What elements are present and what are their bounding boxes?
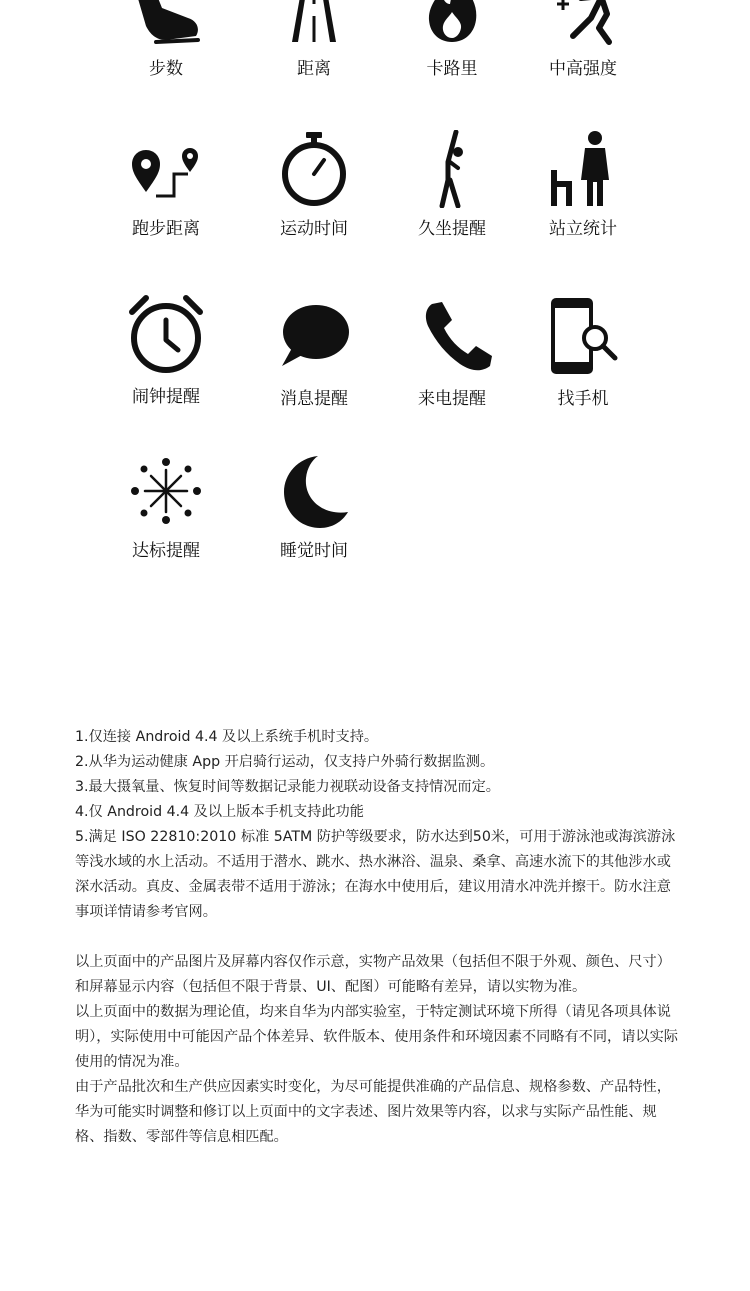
notes-section [75,725,685,1150]
phone-icon [412,296,492,378]
feature-label: 距离 [297,59,331,79]
fireworks-icon [126,456,206,530]
feature-distance [244,0,384,79]
note-item: 2.从华为运动健康 App 开启骑行运动，仅支持户外骑行数据监测。 [75,754,495,770]
standing-person-icon [543,130,623,208]
route-pin-icon [126,134,206,208]
sprinting-person-icon [543,0,623,48]
road-icon [274,0,354,48]
stopwatch-icon [274,130,354,208]
feature-find-phone [513,296,653,409]
stretching-person-icon [412,130,492,208]
feature-label: 来电提醒 [418,389,486,409]
feature-call [382,296,522,409]
feature-label: 跑步距离 [132,219,200,239]
disclaimer-item: 以上页面中的产品图片及屏幕内容仅作示意，实物产品效果（包括但不限于外观、颜色、尺寸）和屏幕显示内容（包括但不限于背景、UI、配图）可能略有差异，请以实物为准。 [75,954,671,995]
feature-run-distance [96,134,236,239]
feature-label: 卡路里 [426,59,478,79]
disclaimer-item: 由于产品批次和生产供应因素实时变化，为尽可能提供准确的产品信息、规格参数、产品特性，华为可能实时调整和修订以上页面中的文字表述、图片效果等内容，以求与实际产品性能、规格、指数、零部件等信息相匹配。 [75,1079,671,1145]
feature-intensity [513,0,653,79]
section-gap [75,925,685,950]
note-item: 5.满足 ISO 22810:2010 标准 5ATM 防护等级要求，防水达到50米，可用于游泳池或海滨游泳等浅水域的水上活动。不适用于潜水、跳水、热水淋浴、温泉、桑拿、高速水流下的其他涉水或深水活动。真皮、金属表带不适用于游泳；在海水中使用后，建议用清水冲洗并擦干。防水注意事项详情请参考官网。 [75,829,676,920]
feature-goal [96,456,236,561]
alarm-clock-icon [126,294,206,376]
chat-bubble-icon [274,296,354,378]
feature-label: 消息提醒 [280,389,348,409]
flame-icon [412,0,492,48]
feature-label: 中高强度 [549,59,617,79]
feature-label: 睡觉时间 [280,541,348,561]
phone-search-icon [543,296,623,378]
note-item: 1.仅连接 Android 4.4 及以上系统手机时支持。 [75,729,379,745]
feature-label: 运动时间 [280,219,348,239]
disclaimer-item: 以上页面中的数据为理论值，均来自华为内部实验室，于特定测试环境下所得（请见各项具体说明），实际使用中可能因产品个体差异、软件版本、使用条件和环境因素不同略有不同，请以实际使用的情况为准。 [75,1004,678,1070]
feature-label: 达标提醒 [132,541,200,561]
feature-label: 站立统计 [549,219,617,239]
note-item: 3.最大摄氧量、恢复时间等数据记录能力视联动设备支持情况而定。 [75,779,500,795]
feature-alarm [96,294,236,407]
feature-message [244,296,384,409]
note-item: 4.仅 Android 4.4 及以上版本手机支持此功能 [75,804,364,820]
feature-standing [513,130,653,239]
feature-label: 找手机 [557,389,609,409]
feature-label: 步数 [149,59,183,79]
feature-sleep [244,454,384,561]
moon-icon [274,454,354,530]
feature-steps [96,0,236,79]
feature-calories [382,0,522,79]
feature-exercise-time [244,130,384,239]
feature-label: 闹钟提醒 [132,387,200,407]
running-shoe-icon [126,0,206,48]
feature-label: 久坐提醒 [418,219,486,239]
feature-sedentary [382,130,522,239]
